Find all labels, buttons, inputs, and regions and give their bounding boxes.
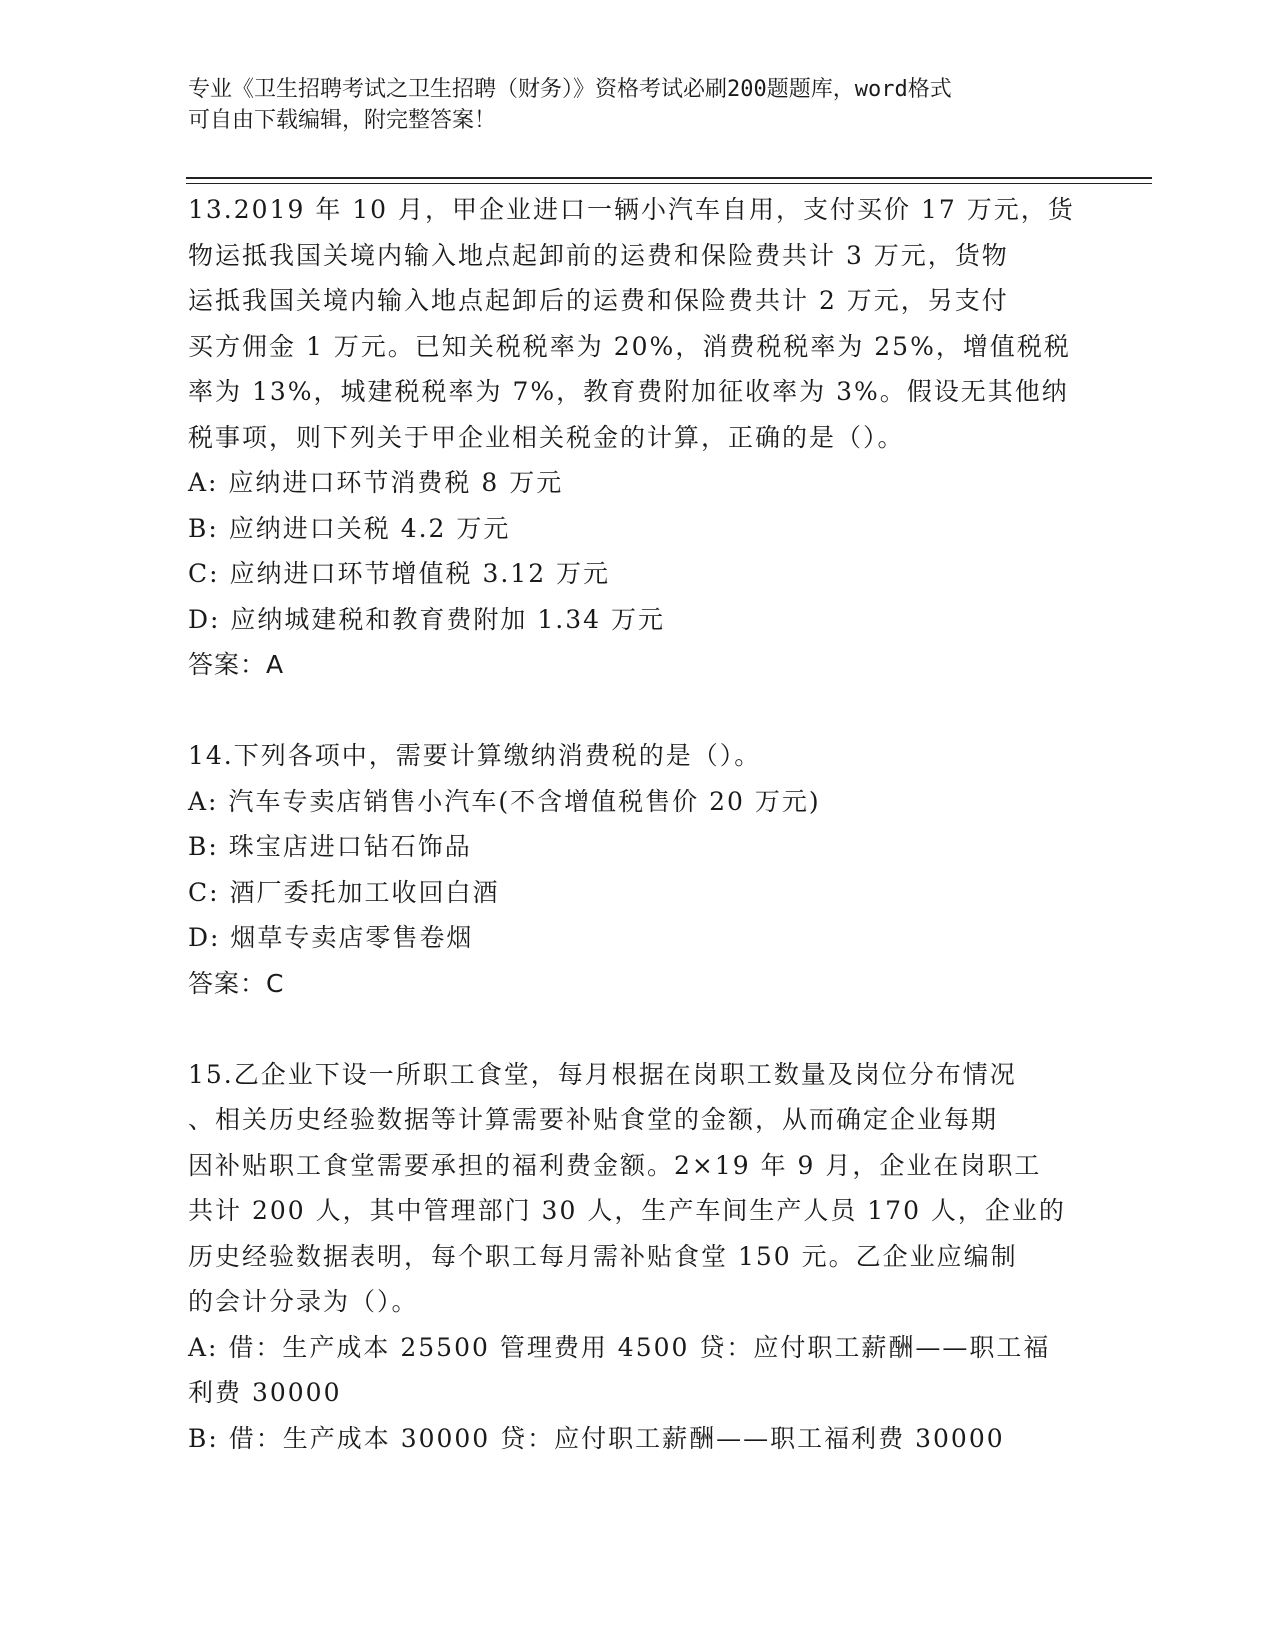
- option-a-continued: 利费 30000: [188, 1378, 342, 1407]
- option-d: D: 烟草专卖店零售卷烟: [188, 923, 474, 952]
- question-spacer: [188, 1006, 1088, 1052]
- option-a: A: 借：生产成本 25500 管理费用 4500 贷：应付职工薪酬——职工福: [188, 1332, 1051, 1362]
- header-title-line-1: 专业《卫生招聘考试之卫生招聘（财务）》资格考试必刷200题题库，word格式: [188, 77, 952, 102]
- answer-label: 答案：A: [188, 650, 285, 679]
- option-d: D: 应纳城建税和教育费附加 1.34 万元: [188, 604, 665, 634]
- question-stem-line: 共计 200 人，其中管理部门 30 人，生产车间生产人员 170 人，企业的: [188, 1196, 1066, 1225]
- header-divider-thin: [186, 183, 1152, 184]
- question-stem-line: 买方佣金 1 万元。已知关税税率为 20%，消费税税率为 25%，增值税税: [188, 331, 1071, 361]
- question-stem-line: 14.下列各项中，需要计算缴纳消费税的是（）。: [188, 741, 762, 770]
- option-c: C: 酒厂委托加工收回白酒: [188, 877, 500, 907]
- option-a: A: 应纳进口环节消费税 8 万元: [188, 468, 564, 497]
- option-b: B: 借：生产成本 30000 贷：应付职工薪酬——职工福利费 30000: [188, 1423, 1005, 1453]
- question-stem-line: 15.乙企业下设一所职工食堂，每月根据在岗职工数量及岗位分布情况: [188, 1059, 1017, 1089]
- question-stem-line: 运抵我国关境内输入地点起卸后的运费和保险费共计 2 万元，另支付: [188, 286, 1009, 315]
- question-stem-line: 的会计分录为（）。: [188, 1287, 419, 1316]
- question-13: [188, 187, 1088, 688]
- question-stem-line: 因补贴职工食堂需要承担的福利费金额。2×19 年 9 月，企业在岗职工: [188, 1150, 1042, 1180]
- option-b: B: 珠宝店进口钻石饰品: [188, 832, 472, 861]
- question-list: [188, 187, 1088, 1461]
- question-spacer: [188, 688, 1088, 734]
- question-stem-line: 率为 13%，城建税税率为 7%，教育费附加征收率为 3%。假设无其他纳: [188, 377, 1069, 406]
- document-header: [188, 74, 1068, 136]
- header-divider: [186, 177, 1152, 179]
- question-stem-line: 、相关历史经验数据等计算需要补贴食堂的金额，从而确定企业每期: [188, 1105, 999, 1134]
- option-b: B: 应纳进口关税 4.2 万元: [188, 513, 511, 543]
- header-title-line-2: 可自由下载编辑，附完整答案！: [188, 108, 497, 133]
- question-15: [188, 1052, 1088, 1462]
- answer-label: 答案：C: [188, 968, 285, 998]
- question-stem-line: 税事项，则下列关于甲企业相关税金的计算，正确的是（）。: [188, 422, 905, 452]
- question-stem-line: 13.2019 年 10 月，甲企业进口一辆小汽车自用，支付买价 17 万元，货: [188, 195, 1075, 224]
- option-c: C: 应纳进口环节增值税 3.12 万元: [188, 559, 611, 588]
- question-14: [188, 733, 1088, 1006]
- question-stem-line: 物运抵我国关境内输入地点起卸前的运费和保险费共计 3 万元，货物: [188, 240, 1009, 270]
- option-a: A: 汽车专卖店销售小汽车(不含增值税售价 20 万元): [188, 786, 821, 816]
- question-stem-line: 历史经验数据表明，每个职工每月需补贴食堂 150 元。乙企业应编制: [188, 1241, 1018, 1271]
